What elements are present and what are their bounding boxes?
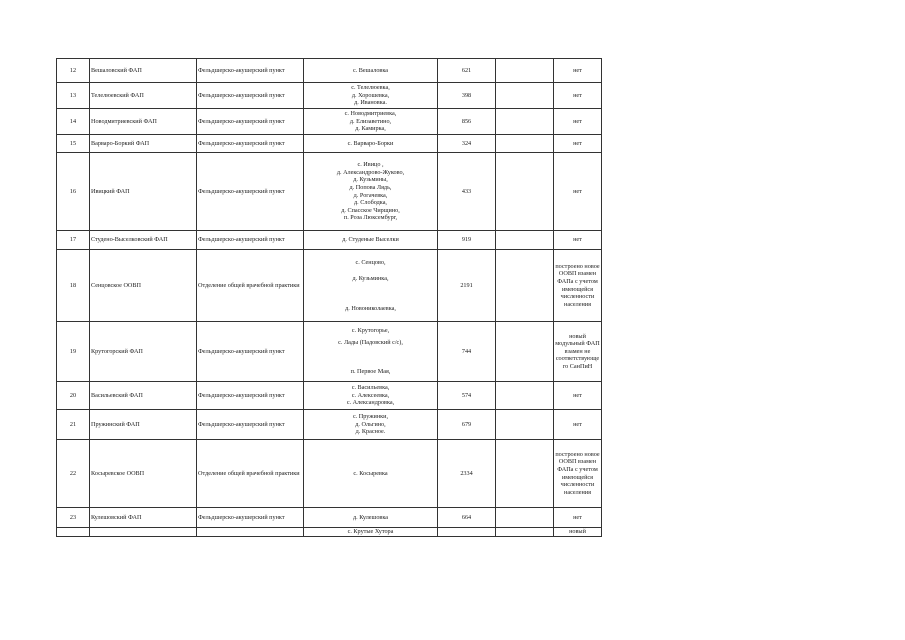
population: 324 — [438, 135, 496, 153]
table-row — [57, 250, 602, 322]
settlement: д. Новониколаевка, — [345, 304, 396, 312]
empty-cell — [496, 250, 554, 322]
empty-cell — [496, 109, 554, 135]
settlement: с. Телелюевка, — [351, 84, 390, 92]
population: 679 — [438, 410, 496, 440]
population: 2191 — [438, 250, 496, 322]
settlement: с. Вешаловка — [352, 66, 389, 74]
note: нет — [554, 508, 602, 528]
settlement: с. Лады (Падовский с/с), — [338, 338, 403, 346]
settlements-cell — [304, 528, 438, 537]
note: новый модульный ФАП взамен не соответствующего СанПиН — [554, 322, 602, 382]
settlement: д. Попова Лядь, — [349, 183, 392, 191]
settlement: д. Камирка, — [355, 125, 386, 133]
facility-name: Косыревское ООВП — [90, 440, 197, 508]
settlement: д. Кузьмины, — [353, 176, 388, 184]
empty-cell — [496, 410, 554, 440]
row-number: 13 — [57, 83, 90, 109]
note: построено новое ООВП взамен ФАПа с учетом имеющейся численности населения — [554, 250, 602, 322]
note: нет — [554, 231, 602, 250]
facility-type — [197, 528, 304, 537]
population: 2334 — [438, 440, 496, 508]
facility-name — [90, 528, 197, 537]
facility-name: Телелюевский ФАП — [90, 83, 197, 109]
empty-cell — [496, 528, 554, 537]
settlements-cell — [304, 250, 438, 322]
facility-type: Фельдшерско-акушерский пункт — [197, 382, 304, 410]
settlement: с. Варваро-Борки — [347, 139, 394, 147]
row-number: 15 — [57, 135, 90, 153]
settlement: с. Ивицо , — [357, 161, 384, 169]
table-row — [57, 410, 602, 440]
settlements-cell — [304, 382, 438, 410]
empty-cell — [496, 59, 554, 83]
settlements-cell — [304, 153, 438, 231]
table-row — [57, 440, 602, 508]
settlements-cell — [304, 135, 438, 153]
settlement: с. Косыревка — [353, 469, 388, 477]
facility-type: Фельдшерско-акушерский пункт — [197, 153, 304, 231]
settlement: д. Кузьминка, — [352, 275, 389, 283]
table-row — [57, 322, 602, 382]
row-number: 19 — [57, 322, 90, 382]
row-number: 20 — [57, 382, 90, 410]
table-row — [57, 83, 602, 109]
note: новый — [554, 528, 602, 537]
facility-name: Ивицкий ФАП — [90, 153, 197, 231]
facility-name: Студено-Выселковский ФАП — [90, 231, 197, 250]
settlement: с. Алексеевка, — [351, 391, 390, 399]
empty-cell — [496, 382, 554, 410]
note: нет — [554, 410, 602, 440]
row-number: 21 — [57, 410, 90, 440]
row-number: 17 — [57, 231, 90, 250]
note: построено новое ООВП взамен ФАПа с учетом имеющейся численности населения — [554, 440, 602, 508]
note: нет — [554, 83, 602, 109]
settlement: с. Новодмитриевка, — [344, 110, 397, 118]
settlements-cell — [304, 231, 438, 250]
population: 919 — [438, 231, 496, 250]
population: 433 — [438, 153, 496, 231]
population: 664 — [438, 508, 496, 528]
facility-type: Фельдшерско-акушерский пункт — [197, 109, 304, 135]
settlement: д. Ольгино, — [355, 420, 386, 428]
empty-cell — [496, 508, 554, 528]
table-row — [57, 382, 602, 410]
facility-name: Новодмитриевский ФАП — [90, 109, 197, 135]
row-number — [57, 528, 90, 537]
table-row — [57, 153, 602, 231]
settlement: д. Елизаветино, — [349, 117, 392, 125]
facility-type: Фельдшерско-акушерский пункт — [197, 59, 304, 83]
facility-name: Крутогорский ФАП — [90, 322, 197, 382]
settlements-cell — [304, 59, 438, 83]
settlements-cell — [304, 83, 438, 109]
facility-type: Фельдшерско-акушерский пункт — [197, 83, 304, 109]
settlements-cell — [304, 440, 438, 508]
note: нет — [554, 109, 602, 135]
settlement: с. Александровка, — [346, 399, 395, 407]
settlement: с. Сенцово, — [355, 258, 386, 266]
empty-cell — [496, 322, 554, 382]
facility-type: Фельдшерско-акушерский пункт — [197, 322, 304, 382]
settlement: с. Крутогорье, — [351, 327, 390, 335]
facility-name: Васильевский ФАП — [90, 382, 197, 410]
population: 856 — [438, 109, 496, 135]
population: 744 — [438, 322, 496, 382]
settlement: с. Пружинки, — [352, 413, 389, 421]
table-row — [57, 508, 602, 528]
row-number: 23 — [57, 508, 90, 528]
settlement: д. Студеные Выселки — [342, 236, 399, 244]
facility-name: Пружинский ФАП — [90, 410, 197, 440]
settlement: д. Александрово-Жуково, — [336, 168, 405, 176]
settlements-cell — [304, 508, 438, 528]
table-row — [57, 109, 602, 135]
facility-type: Фельдшерско-акушерский пункт — [197, 508, 304, 528]
settlement: п. Первое Мая, — [350, 368, 391, 376]
note: нет — [554, 382, 602, 410]
facility-name: Вешаловский ФАП — [90, 59, 197, 83]
row-number: 18 — [57, 250, 90, 322]
row-number: 12 — [57, 59, 90, 83]
empty-cell — [496, 440, 554, 508]
note: нет — [554, 59, 602, 83]
row-number: 16 — [57, 153, 90, 231]
population: 574 — [438, 382, 496, 410]
population: 621 — [438, 59, 496, 83]
settlements-cell — [304, 322, 438, 382]
facility-type: Фельдшерско-акушерский пункт — [197, 231, 304, 250]
settlement: с. Крутые Хутора — [347, 528, 394, 535]
population — [438, 528, 496, 537]
empty-cell — [496, 83, 554, 109]
facility-type: Отделение общей врачебной практики — [197, 440, 304, 508]
table-row — [57, 59, 602, 83]
settlement: с. Васильевка, — [351, 384, 390, 392]
settlements-cell — [304, 109, 438, 135]
population: 398 — [438, 83, 496, 109]
settlement: д. Кулешовка — [353, 513, 388, 521]
empty-cell — [496, 153, 554, 231]
row-number: 14 — [57, 109, 90, 135]
settlements-cell — [304, 410, 438, 440]
settlement: д. Ивановка. — [354, 99, 387, 107]
settlement: п. Роза Люксембург, — [343, 214, 398, 222]
facility-name: Сенцовское ООВП — [90, 250, 197, 322]
facility-type: Фельдшерско-акушерский пункт — [197, 135, 304, 153]
settlement: д. Слободка, — [354, 199, 387, 207]
note: нет — [554, 135, 602, 153]
settlement: д. Красное. — [355, 428, 386, 436]
settlement: д. Рогачевка, — [353, 191, 388, 199]
table-row — [57, 231, 602, 250]
medical-facilities-table — [56, 58, 602, 537]
empty-cell — [496, 135, 554, 153]
facility-type: Фельдшерско-акушерский пункт — [197, 410, 304, 440]
table-row — [57, 135, 602, 153]
note: нет — [554, 153, 602, 231]
empty-cell — [496, 231, 554, 250]
facility-name: Варваро-Боркий ФАП — [90, 135, 197, 153]
table-row-partial — [57, 528, 602, 537]
settlement: д. Хорошевка, — [351, 91, 390, 99]
facility-name: Кулешовский ФАП — [90, 508, 197, 528]
row-number: 22 — [57, 440, 90, 508]
facility-type: Отделение общей врачебной практики — [197, 250, 304, 322]
settlement: д. Спасское Чирщино, — [341, 206, 400, 214]
